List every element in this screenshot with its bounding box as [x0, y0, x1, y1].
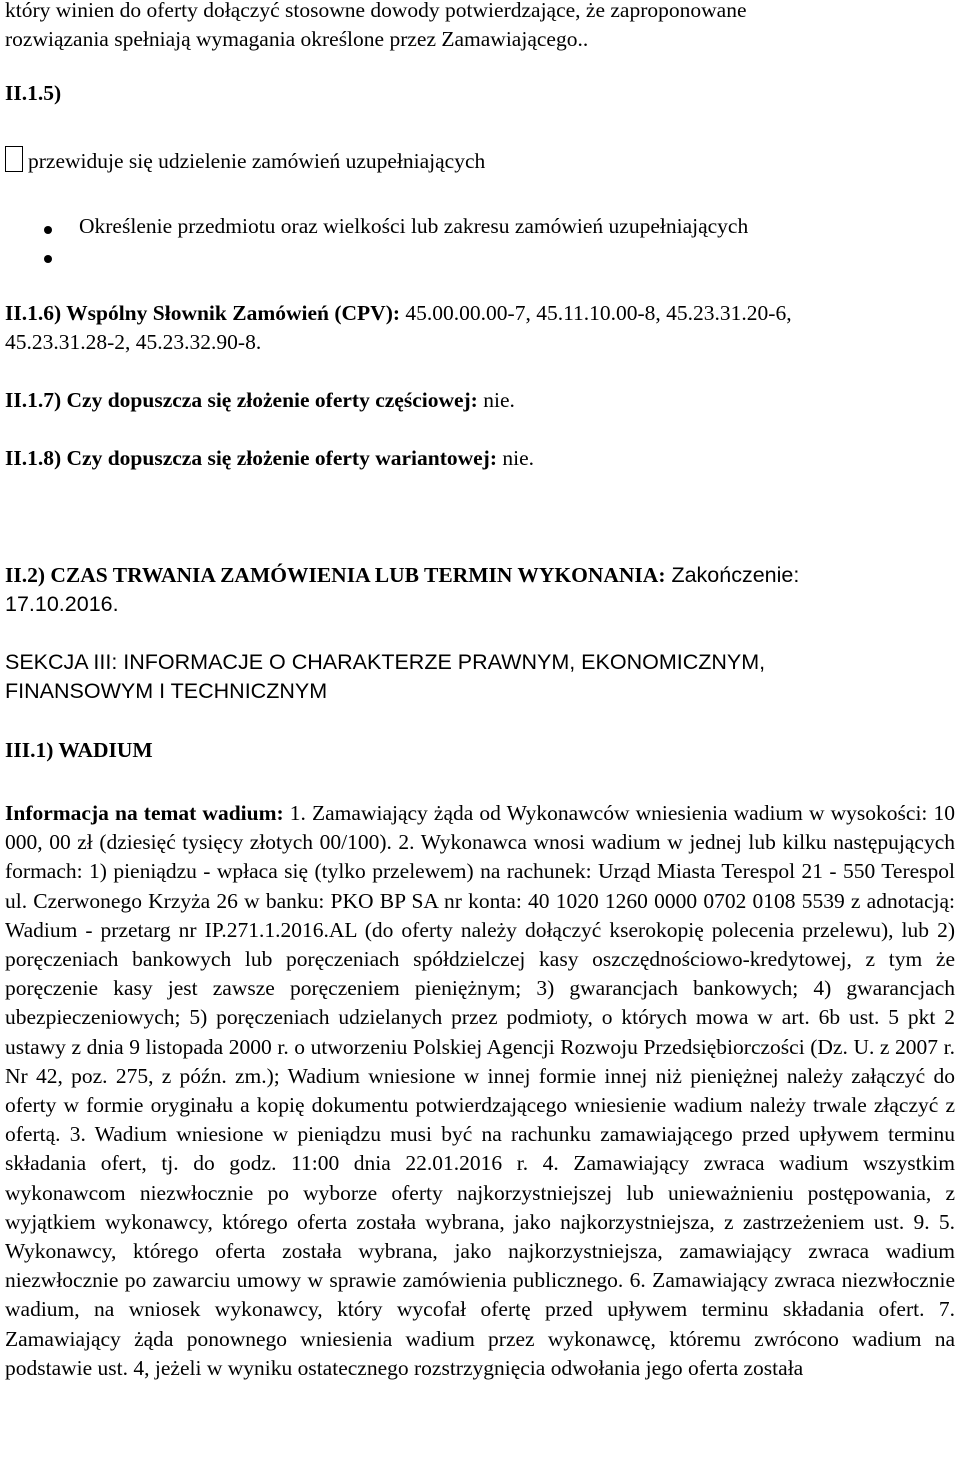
duration-line-1: [5, 561, 799, 590]
intro-line-2: rozwiązania spełniają wymagania określone przez Zamawiającego..: [5, 27, 589, 51]
wadium-heading: III.1) WADIUM: [5, 738, 153, 762]
section-ii-1-5-heading: II.1.5): [5, 81, 62, 105]
duration-label: II.2) CZAS TRWANIA ZAMÓWIENIA LUB TERMIN WYKONANIA:: [5, 563, 666, 587]
duration-value-1: Zakończenie:: [665, 563, 800, 587]
partial-offer-value: nie.: [477, 388, 515, 412]
checkbox-label: przewiduje się udzielenie zamówień uzupełniających: [28, 149, 486, 173]
partial-offer-line: [5, 386, 515, 415]
intro-line-1: który winien do oferty dołączyć stosowne dowody potwierdzające, że zaproponowane: [5, 0, 747, 22]
bullet-item-1: Określenie przedmiotu oraz wielkości lub zakresu zamówień uzupełniających: [79, 214, 749, 238]
section-iii-title-1: SEKCJA III: INFORMACJE O CHARAKTERZE PRAWNYM, EKONOMICZNYM,: [5, 650, 766, 674]
wadium-info-text: 1. Zamawiający żąda od Wykonawców wniesienia wadium w wysokości: 10 000, 00 zł (dziesięć tysięcy złotych 00/100). 2. Wykonawca wnosi wadium w jednej lub kilku następujących formach: 1) pieniądzu - wpłaca się (tylko przelewem) na rachunek: Urząd Miasta Terespol 21 - 550 Terespol ul. Czerwonego Krzyża 26 w banku: PKO BP SA nr konta: 40 1020 1260 0000 0702 0108 5539 z adnotacją: Wadium - przetarg nr IP.271.1.2016.AL (do oferty należy dołączyć kserokopię polecenia przelewu), lub 2) poręczeniach bankowych lub poręczeniach spółdzielczej kasy oszczędnościowo-kredytowej, z tym że poręczenie kasy jest zawsze poręczeniem pieniężnym; 3) gwarancjach bankowych; 4) gwarancjach ubezpieczeniowych; 5) poręczeniach udzielanych przez podmioty, o których mowa w art. 6b ust. 5 pkt 2 ustawy z dnia 9 listopada 2000 r. o utworzeniu Polskiej Agencji Rozwoju Przedsiębiorczości (Dz. U. z 2007 r. Nr 42, poz. 275, z późn. zm.); Wadium wniesione w innej formie innej niż pieniężnej należy załączyć do oferty w formie oryginału a kopię dokumentu potwierdzającego wniesienie wadium należy trwale złączyć z ofertą. 3. Wadium wniesione w pieniądzu musi być na rachunku zamawiającego przed upływem terminu składania ofert, tj. do godz. 11:00 dnia 22.01.2016 r. 4. Zamawiający zwraca wadium wszystkim wykonawcom niezwłocznie po wyborze oferty najkorzystniejszej lub unieważnieniu postępowania, z wyjątkiem wykonawcy, którego oferta została wybrana, jako najkorzystniejsza, z zastrzeżeniem ust. 9. 5. Wykonawcy, którego oferta została wybrana, jako najkorzystniejsza, zamawiający zwraca wadium niezwłocznie po zawarciu umowy w sprawie zamówienia publicznego. 6. Zamawiający zwraca niezwłocznie wadium, na wniosek wykonawcy, który wycofał ofertę przed upływem terminu składania ofert. 7. Zamawiający żąda ponownego wniesienia wadium przez wykonawcę, któremu zwrócono wadium na podstawie ust. 4, jeżeli w wyniku ostatecznego rozstrzygnięcia odwołania jego oferta została: [5, 801, 955, 1380]
cpv-codes-1: 45.00.00.00-7, 45.11.10.00-8, 45.23.31.20-6,: [400, 301, 792, 325]
wadium-info-label: Informacja na temat wadium:: [5, 801, 284, 825]
variant-offer-label: II.1.8) Czy dopuszcza się złożenie oferty wariantowej:: [5, 446, 497, 470]
duration-value-2: 17.10.2016.: [5, 592, 119, 616]
bullet-icon: [44, 255, 52, 263]
bullet-icon: [44, 226, 52, 234]
cpv-codes-2: 45.23.31.28-2, 45.23.32.90-8.: [5, 330, 262, 354]
cpv-label: II.1.6) Wspólny Słownik Zamówień (CPV):: [5, 301, 401, 325]
cpv-line-1: [5, 299, 792, 328]
variant-offer-line: [5, 444, 534, 473]
partial-offer-label: II.1.7) Czy dopuszcza się złożenie oferty częściowej:: [5, 388, 478, 412]
checkbox-supplementary-orders[interactable]: [5, 146, 23, 172]
variant-offer-value: nie.: [497, 446, 535, 470]
wadium-body: [5, 799, 955, 1383]
section-iii-title-2: FINANSOWYM I TECHNICZNYM: [5, 679, 328, 703]
